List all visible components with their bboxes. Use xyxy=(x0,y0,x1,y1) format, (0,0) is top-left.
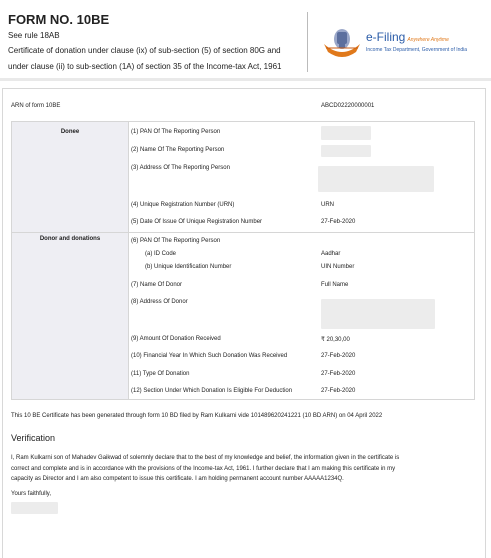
deduction-section-label: (12) Section Under Which Donation Is Eligible For Deduction xyxy=(131,388,293,394)
urn-label: (4) Unique Registration Number (URN) xyxy=(131,202,235,208)
section-divider xyxy=(12,232,475,233)
donor-name-label: (7) Name Of Donor xyxy=(131,282,183,288)
declaration-line: capacity as Director and I am also competent to issue this certificate. I am holding permanent account number AAAAA1234Q. xyxy=(11,476,344,483)
arn-value: ABCD02220000001 xyxy=(321,103,375,109)
donation-amount-value: ₹ 20,30,00 xyxy=(321,337,350,343)
header-divider xyxy=(307,12,308,72)
donation-amount-label: (9) Amount Of Donation Received xyxy=(131,336,221,342)
donation-type-value: 27-Feb-2020 xyxy=(321,371,356,377)
section-label-column xyxy=(12,122,128,399)
declaration-line: correct and complete and is in accordance with the provisions of the Income-tax Act, 1961. I further declare that I am making this certificate in my xyxy=(11,465,396,472)
financial-year-value: 27-Feb-2020 xyxy=(321,353,356,359)
urn-date-value: 27-Feb-2020 xyxy=(321,219,356,225)
declaration-line: I, Ram Kulkarni son of Mahadev Gaikwad of solemnly declare that to the best of my knowledge and belief, the information given in the certificate is xyxy=(11,455,400,461)
uin-label: (b) Unique Identification Number xyxy=(145,264,232,270)
financial-year-label: (10) Financial Year In Which Such Donation Was Received xyxy=(131,353,288,359)
donor-section-label: Donor and donations xyxy=(39,236,101,242)
donor-name-value: Full Name xyxy=(321,282,349,288)
brand-name: e-Filing xyxy=(366,30,406,44)
brand-department: Income Tax Department, Government of India xyxy=(366,47,468,53)
donor-address-label: (8) Address Of Donor xyxy=(131,299,188,305)
id-code-value: Aadhar xyxy=(321,251,341,257)
donor-pan-label: (6) PAN Of The Reporting Person xyxy=(131,238,221,244)
form-description-line1: Certificate of donation under clause (ix) of sub-section (5) of section 80G and xyxy=(8,46,281,55)
donee-pan-redacted xyxy=(321,126,371,140)
urn-value: URN xyxy=(321,202,334,208)
efiling-brand xyxy=(366,30,449,44)
rule-reference: See rule 18AB xyxy=(8,31,60,40)
form-header xyxy=(0,0,491,80)
income-tax-emblem-icon xyxy=(320,26,364,58)
generation-note: This 10 BE Certificate has been generated through form 10 BD filed by Ram Kulkarni vide 101489620241221 (10 BD ARN) on 04 April 2022 xyxy=(11,413,383,419)
verification-title: Verification xyxy=(11,433,56,443)
arn-label: ARN of form 10BE xyxy=(11,103,61,109)
uin-value: UIN Number xyxy=(321,264,355,270)
form-description-line2: under clause (ii) to sub-section (1A) of section 35 of the Income-tax Act, 1961 xyxy=(8,62,282,71)
donee-pan-label: (1) PAN Of The Reporting Person xyxy=(131,129,221,135)
form-title: FORM NO. 10BE xyxy=(8,12,110,27)
donee-address-redacted xyxy=(318,166,434,192)
verification-declaration xyxy=(11,453,477,485)
signature-redacted xyxy=(11,502,58,514)
donee-section-label: Donee xyxy=(60,129,80,135)
donor-address-redacted xyxy=(321,299,435,329)
id-code-label: (a) ID Code xyxy=(145,251,177,257)
brand-tagline: Anywhere Anytime xyxy=(407,37,449,43)
closing-text: Yours faithfully, xyxy=(11,491,52,497)
urn-date-label: (5) Date Of Issue Of Unique Registration Number xyxy=(131,219,263,225)
donee-address-label: (3) Address Of The Reporting Person xyxy=(131,165,230,171)
donation-type-label: (11) Type Of Donation xyxy=(131,371,190,377)
donee-name-redacted xyxy=(321,145,371,157)
column-divider xyxy=(128,122,129,399)
donee-name-label: (2) Name Of The Reporting Person xyxy=(131,147,225,153)
deduction-section-value: 27-Feb-2020 xyxy=(321,388,356,394)
header-separator xyxy=(0,78,491,81)
